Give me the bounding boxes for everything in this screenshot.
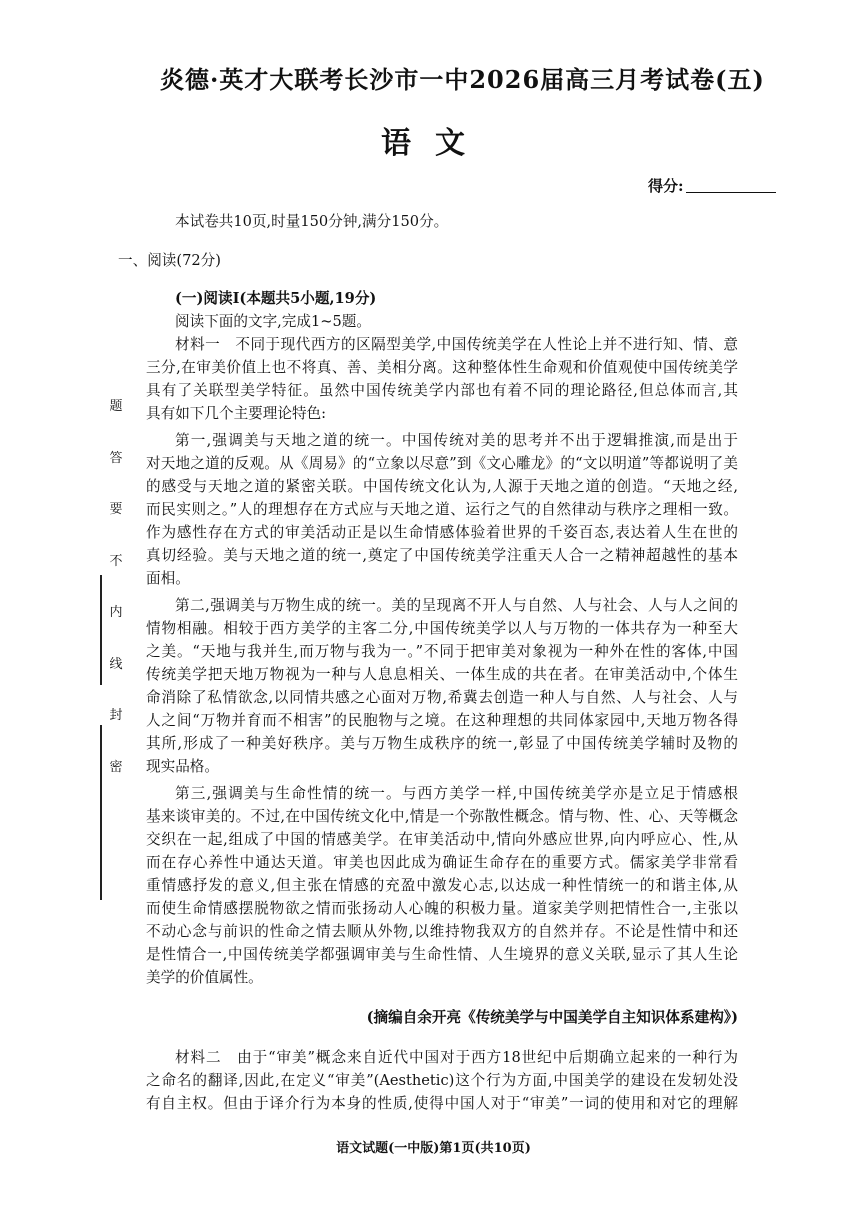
binding-char: 封 (109, 708, 123, 724)
binding-char: 要 (109, 502, 123, 518)
point-two-line: 之美。“天地与我并生,而万物与我为一。”不同于把审美对象视为一种外在性的客体,中国 (146, 643, 738, 661)
material-one-line: 三分,在审美价值上也不将真、善、美相分离。这种整体性生命观和价值观使中国传统美学 (146, 359, 738, 377)
page-footer: 语文试题(一中版)第1页(共10页) (336, 1141, 531, 1156)
material-one-line: 具有了关联型美学特征。虽然中国传统美学内部也有着不同的理论路径,但总体而言,其 (146, 382, 738, 400)
point-one-line: 真切经验。美与天地之道的统一,奠定了中国传统美学注重天人合一之精神超越性的基本 (146, 547, 738, 565)
material-two-line: 有自主权。但由于译介行为本身的性质,使得中国人对于“审美”一词的使用和对它的理解 (146, 1095, 738, 1113)
point-three-line: 是性情合一,中国传统美学都强调审美与生命性情、人生境界的意义关联,显示了其人生论 (146, 946, 738, 964)
exam-body (118, 210, 738, 1115)
point-three-line: 而使生命情感摆脱物欲之情而张扬动人心魄的积极力量。道家美学则把情性合一,主张以 (146, 900, 738, 918)
point-three-line: 不动心念与前识的性命之情去顺从外物,以维持物我双方的自然并存。不论是性情中和还 (146, 923, 738, 941)
material-one (146, 333, 738, 1032)
material-two (146, 1046, 738, 1115)
point-three-line: 交织在一起,组成了中国的情感美学。在审美活动中,情向外感应世界,向内呼应心、性,从 (146, 831, 738, 849)
binding-rule (100, 725, 102, 900)
material-one-line: 材料一 不同于现代西方的区隔型美学,中国传统美学在人性论上并不进行知、情、意 (175, 336, 738, 354)
point-three-line: 而在存心养性中通达天道。审美也因此成为确证生命存在的重要方式。儒家美学非常看 (146, 854, 738, 872)
material-one-line: 具有如下几个主要理论特色: (146, 405, 327, 423)
score-label: 得分: (648, 177, 684, 195)
point-three-line: 基来谈审美的。不过,在中国传统文化中,情是一个弥散性概念。情与物、性、心、天等概念 (146, 808, 738, 826)
binding-rule (100, 575, 102, 685)
point-one-line: 作为感性存在方式的审美活动正是以生命情感体验着世界的千姿百态,表达着人生在世的 (146, 524, 738, 542)
point-two-line: 其所,形成了一种美好秩序。美与万物生成秩序的统一,彰显了中国传统美学辅时及物的 (146, 735, 738, 753)
exam-intro: 本试卷共10页,时量150分钟,满分150分。 (175, 213, 449, 230)
point-two-line: 传统美学把天地万物视为一种与人息息相关、一体生成的共在者。在审美活动中,个体生 (146, 666, 738, 684)
binding-char: 线 (109, 656, 123, 672)
point-three-line: 第三,强调美与生命性情的统一。与西方美学一样,中国传统美学亦是立足于情感根 (175, 785, 738, 803)
sub-section-title: (一)阅读Ⅰ(本题共5小题,19分) (175, 290, 377, 308)
point-three-line: 重情感抒发的意义,但主张在情感的充盈中激发心志,以达成一种性情统一的和谐主体,从 (146, 877, 738, 895)
binding-char: 密 (109, 759, 123, 775)
point-one-line: 而民实则之。”人的理想存在方式应与天地之道、运行之气的自然律动与秩序之理相一致。 (146, 501, 738, 519)
section-title: 一、阅读(72分) (118, 251, 221, 269)
point-two-line: 人之间“万物并育而不相害”的民胞物与之境。在这种理想的共同体家园中,天地万物各得 (146, 712, 738, 730)
score-blank-line (686, 192, 776, 193)
point-one-line: 的感受与天地之道的紧密关联。中国传统文化认为,人源于天地之道的创造。“天地之经, (146, 478, 738, 496)
point-one-line: 面相。 (146, 570, 190, 588)
exam-title: 炎德·英才大联考长沙市一中2026届高三月考试卷(五) (160, 65, 765, 94)
subject-title: 语文 (381, 126, 489, 161)
score-field (648, 175, 776, 196)
material-one-source: (摘编自余开亮《传统美学与中国美学自主知识体系建构》) (366, 1008, 738, 1026)
point-three-line: 美学的价值属性。 (146, 969, 263, 987)
material-two-line: 材料二 由于“审美”概念来自近代中国对于西方18世纪中后期确立起来的一种行为 (175, 1049, 738, 1067)
point-one-line: 对天地之道的反观。从《周易》的“立象以尽意”到《文心雕龙》的“文以明道”等都说明了美 (146, 455, 738, 473)
binding-margin-notice (104, 395, 128, 775)
material-two-line: 之命名的翻译,因此,在定义“审美”(Aesthetic)这个行为方面,中国美学的建设在发轫处没 (146, 1072, 738, 1090)
binding-char: 答 (109, 450, 123, 466)
point-two-line: 命消除了私情欲念,以同情共感之心面对万物,希冀去创造一种人与自然、人与社会、人与 (146, 689, 738, 707)
point-one-line: 第一,强调美与天地之道的统一。中国传统对美的思考并不出于逻辑推演,而是出于 (175, 432, 738, 450)
binding-char: 题 (109, 399, 123, 414)
point-two-line: 情物相融。相较于西方美学的主客二分,中国传统美学以人与万物的一体共存为一种至大 (146, 620, 738, 638)
binding-char: 不 (109, 553, 123, 569)
point-two-line: 第二,强调美与万物生成的统一。美的呈现离不开人与自然、人与社会、人与人之间的 (175, 597, 738, 615)
reading-instruction: 阅读下面的文字,完成1~5题。 (175, 313, 371, 331)
point-two-line: 现实品格。 (146, 758, 219, 776)
binding-char: 内 (109, 605, 123, 621)
